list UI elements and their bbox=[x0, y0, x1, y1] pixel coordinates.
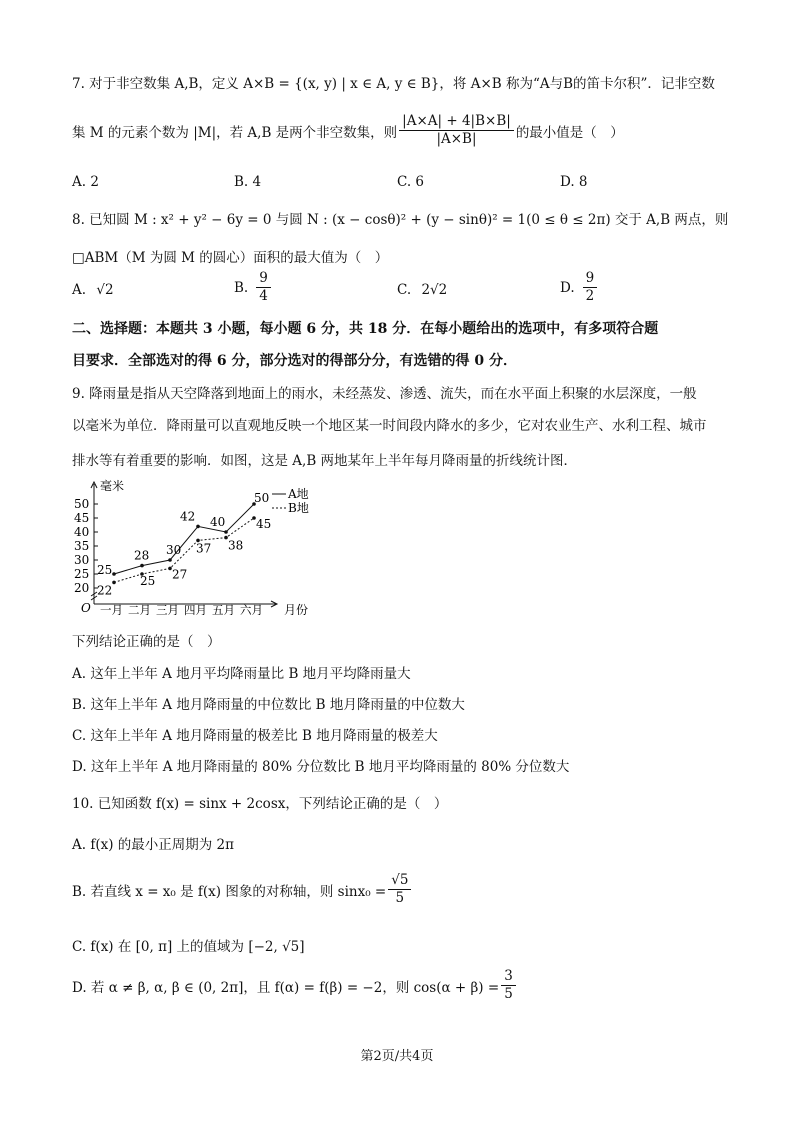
y-axis-label: 毫米 bbox=[100, 479, 125, 493]
series-b-point bbox=[112, 581, 116, 585]
rainfall-line-chart bbox=[72, 476, 332, 624]
q10-option-d[interactable] bbox=[72, 968, 518, 1003]
series-b-data-label: 25 bbox=[140, 574, 156, 588]
q10-option-c[interactable]: C. f(x) 在 [0, π] 上的值域为 [−2, √5] bbox=[72, 939, 305, 955]
q9-option-d[interactable]: D. 这年上半年 A 地月降雨量的 80% 分位数比 B 地月平均降雨量的 80% 分位数大 bbox=[72, 759, 570, 775]
q9-option-a[interactable]: A. 这年上半年 A 地月平均降雨量比 B 地月平均降雨量大 bbox=[72, 666, 411, 682]
q8-option-a[interactable] bbox=[72, 282, 114, 298]
series-a-point bbox=[168, 558, 172, 562]
q9-line3: 排水等有着重要的影响．如图，这是 A,B 两地某年上半年每月降雨量的折线统计图． bbox=[72, 453, 578, 469]
q10-option-d-text: D. 若 α ≠ β, α, β ∈ (0, 2π]，且 f(α) = f(β) = −2，则 cos(α + β) = bbox=[72, 979, 500, 996]
y-tick-label: 40 bbox=[74, 525, 90, 539]
q8-option-a-label: A. bbox=[72, 282, 87, 298]
q7-option-d[interactable]: D. 8 bbox=[560, 174, 588, 190]
q8-option-c[interactable] bbox=[397, 282, 447, 298]
q7-option-c[interactable]: C. 6 bbox=[397, 174, 425, 190]
q7-option-a[interactable]: A. 2 bbox=[72, 174, 99, 190]
q10-option-b-text: B. 若直线 x = x₀ 是 f(x) 图象的对称轴，则 sinx₀ = bbox=[72, 883, 387, 900]
q7-option-b[interactable]: B. 4 bbox=[234, 174, 262, 190]
y-tick-label: 20 bbox=[74, 581, 90, 595]
x-tick-label: 三月 bbox=[156, 603, 179, 617]
series-a-point bbox=[140, 564, 144, 568]
q7-line2 bbox=[72, 113, 624, 148]
x-tick-label: 二月 bbox=[128, 603, 151, 617]
q8-option-c-label: C. bbox=[397, 282, 412, 298]
series-a-point bbox=[224, 530, 228, 534]
legend-a-label: A地 bbox=[288, 487, 309, 501]
q10-option-b-numerator: √5 bbox=[388, 872, 411, 890]
q10-option-d-fraction bbox=[501, 968, 516, 1003]
series-b-data-label: 27 bbox=[172, 567, 188, 582]
x-tick-label: 五月 bbox=[212, 603, 235, 617]
x-tick-label: 一月 bbox=[100, 603, 123, 617]
series-b-data-label: 45 bbox=[256, 517, 272, 531]
q7-frac-denominator: |A×B| bbox=[436, 131, 477, 147]
q10-stem: 10. 已知函数 f(x) = sinx + 2cosx，下列结论正确的是（ ） bbox=[72, 796, 448, 812]
q10-option-d-numerator: 3 bbox=[501, 968, 516, 986]
q9-option-c[interactable]: C. 这年上半年 A 地月降雨量的极差比 B 地月降雨量的极差大 bbox=[72, 728, 438, 744]
series-a-data-label: 25 bbox=[97, 563, 113, 577]
q10-option-b-fraction bbox=[388, 872, 411, 907]
q8-option-b-fraction bbox=[256, 270, 271, 305]
series-a-data-label: 50 bbox=[254, 491, 270, 505]
q7-frac-numerator: |A×A| + 4|B×B| bbox=[399, 113, 514, 131]
q8-option-b[interactable] bbox=[234, 270, 273, 305]
section2-heading-line2: 目要求．全部选对的得 6 分，部分选对的得部分分，有选错的得 0 分． bbox=[72, 353, 517, 369]
q9-option-b[interactable]: B. 这年上半年 A 地月降雨量的中位数比 B 地月降雨量的中位数大 bbox=[72, 697, 465, 713]
q8-option-b-denominator: 4 bbox=[259, 288, 268, 304]
y-tick-label: 45 bbox=[74, 511, 90, 525]
x-tick-label: 四月 bbox=[184, 603, 207, 617]
q7-fraction bbox=[399, 113, 514, 148]
x-tick-label: 六月 bbox=[240, 603, 263, 617]
q9-question: 下列结论正确的是（ ） bbox=[72, 634, 221, 650]
y-tick-label: 25 bbox=[74, 567, 90, 581]
q8-option-d-denominator: 2 bbox=[585, 288, 595, 304]
origin-label: O bbox=[81, 601, 91, 615]
q8-option-a-value: √2 bbox=[96, 282, 114, 298]
q8-line2: □ABM（M 为圆 M 的圆心）面积的最大值为（ ） bbox=[72, 250, 389, 266]
q7-line2-post: 的最小值是（ ） bbox=[515, 124, 624, 141]
series-a-point bbox=[112, 572, 116, 576]
q8-option-b-numerator: 9 bbox=[256, 270, 271, 288]
y-tick-label: 50 bbox=[74, 497, 90, 511]
series-a-data-label: 42 bbox=[180, 509, 196, 524]
series-a-point bbox=[196, 525, 200, 529]
series-a-data-label: 30 bbox=[166, 543, 182, 557]
section2-heading-line1: 二、选择题：本题共 3 小题，每小题 6 分，共 18 分．在每小题给出的选项中，有多项符合题 bbox=[72, 321, 659, 337]
q9-line2: 以毫米为单位．降雨量可以直观地反映一个地区某一时间段内降水的多少，它对农业生产、水利工程、城市 bbox=[72, 418, 707, 434]
series-a-data-label: 40 bbox=[210, 515, 226, 529]
q8-option-d-numerator: 9 bbox=[583, 270, 598, 288]
q8-option-d-label: D. bbox=[560, 279, 575, 296]
series-a-data-label: 28 bbox=[134, 548, 150, 563]
q10-option-b[interactable] bbox=[72, 872, 413, 907]
legend-b-label: B地 bbox=[288, 501, 309, 515]
page-footer: 第2页/共4页 bbox=[360, 1049, 434, 1064]
q8-option-c-value: 2√2 bbox=[421, 282, 448, 298]
q8-line1: 8. 已知圆 M : x² + y² − 6y = 0 与圆 N : (x − cosθ)² + (y − sinθ)² = 1(0 ≤ θ ≤ 2π) 交于 A,B 两点，则 bbox=[72, 212, 729, 228]
y-tick-label: 30 bbox=[74, 553, 90, 567]
series-b-data-label: 22 bbox=[97, 583, 113, 598]
q8-option-b-label: B. bbox=[234, 279, 249, 296]
q8-option-d-fraction bbox=[583, 270, 598, 305]
q10-option-b-denominator: 5 bbox=[395, 890, 405, 906]
y-tick-label: 35 bbox=[74, 539, 90, 553]
q10-option-d-denominator: 5 bbox=[504, 986, 513, 1002]
q10-option-a[interactable]: A. f(x) 的最小正周期为 2π bbox=[72, 837, 235, 853]
q7-line2-pre: 集 M 的元素个数为 |M|，若 A,B 是两个非空数集，则 bbox=[72, 124, 398, 141]
q7-line1: 7. 对于非空数集 A,B，定义 A×B = {(x, y) | x ∈ A, y ∈ B}，将 A×B 称为“A与B的笛卡尔积”．记非空数 bbox=[72, 76, 715, 92]
q8-option-d[interactable] bbox=[560, 270, 599, 305]
series-b-data-label: 38 bbox=[228, 538, 244, 553]
x-axis-label: 月份 bbox=[284, 603, 309, 617]
series-b-data-label: 37 bbox=[196, 541, 212, 556]
q9-line1: 9. 降雨量是指从天空降落到地面上的雨水，未经蒸发、渗透、流失，而在水平面上积聚的水层深度，一般 bbox=[72, 386, 697, 402]
